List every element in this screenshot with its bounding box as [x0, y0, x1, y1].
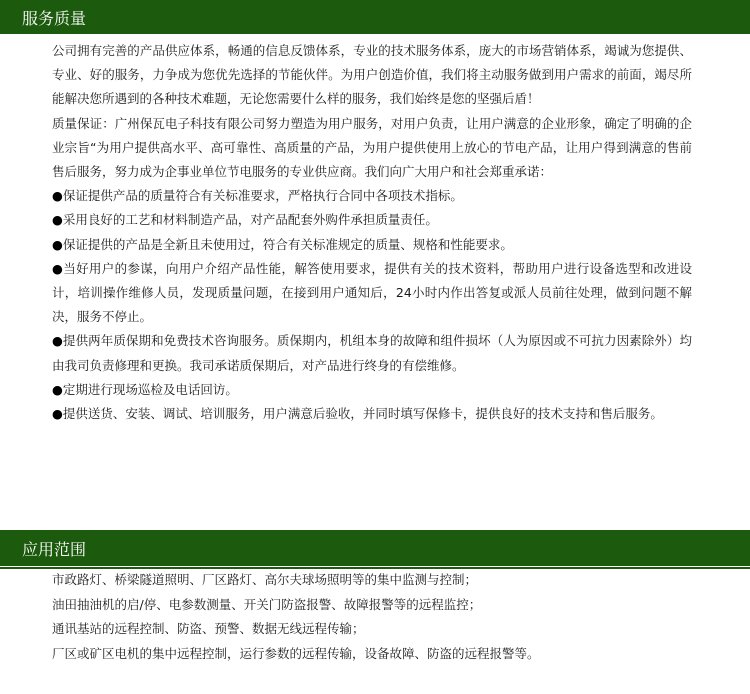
list-item-text: 定期进行现场巡检及电话回访。: [62, 381, 238, 397]
bullet-icon: ●: [52, 188, 63, 204]
list-item-text: 采用良好的工艺和材料制造产品，对产品配套外购件承担质量责任。: [62, 212, 438, 228]
application-line: 市政路灯、桥梁隧道照明、厂区路灯、高尔夫球场照明等的集中监测与控制；: [52, 572, 478, 587]
quality-guarantee-paragraph: 质量保证：广州保瓦电子科技有限公司努力塑造为用户服务，对用户负责，让用户满意的企业形象，确定了明确的企业宗旨“为用户提供高水平、高可靠性、高质量的产品，为用户提供使用上放心的节电产品，让用户得到满意的售前售后服务，努力成为企事业单位节电服务的专业供应商。我们向广大用户和社会郑重承诺：: [52, 115, 692, 180]
list-item: [52, 329, 692, 377]
list-item-text: 当好用户的参谋，向用户介绍产品性能，解答使用要求，提供有关的技术资料，帮助用户进行设备选型和改进设计，培训操作维修人员，发现质量问题，在接到用户通知后，24小时内作出答复或派人员前往处理，做到问题不解决，服务不停止。: [52, 260, 692, 325]
application-line: 厂区或矿区电机的集中远程控制，运行参数的远程传输，设备故障、防盗的远程报警等。: [52, 645, 540, 661]
section-title: 应用范围: [22, 539, 87, 559]
bullet-icon: ●: [52, 236, 63, 252]
application-line: 油田抽油机的启/停、电参数测量、开关门防盗报警、故障报警等的远程监控；: [52, 596, 482, 612]
section-title: 服务质量: [22, 8, 87, 28]
intro-paragraph: 公司拥有完善的产品供应体系，畅通的信息反馈体系，专业的技术服务体系，庞大的市场营销体系，竭诚为您提供、专业、好的服务，力争成为您优先选择的节能伙伴。为用户创造价值，我们将主动服务做到用户需求的前面，竭尽所能解决您所遇到的各种技术难题，无论您需要什么样的服务，我们始终是您的坚强后盾！: [52, 43, 692, 107]
list-item-text: 保证提供产品的质量符合有关标准要求，严格执行合同中各项技术指标。: [62, 188, 463, 204]
application-line: 通讯基站的远程控制、防盗、预警、数据无线远程传输；: [52, 621, 365, 636]
list-item-text: 提供两年质保期和免费技术咨询服务。质保期内，机组本身的故障和组件损坏（人为原因或不可抗力因素除外）均由我司负责修理和更换。我司承诺质保期后，对产品进行终身的有偿维修。: [52, 333, 692, 373]
section-header-service-quality: [0, 0, 750, 34]
bullet-icon: ●: [52, 406, 63, 422]
bullet-icon: ●: [52, 381, 63, 397]
bullet-icon: ●: [52, 212, 63, 228]
bullet-icon: ●: [52, 260, 64, 276]
bullet-icon: ●: [52, 333, 63, 349]
list-item: [52, 208, 692, 232]
list-item: [52, 184, 692, 208]
list-item: [52, 233, 692, 257]
list-item-text: 提供送货、安装、调试、培训服务，用户满意后验收，并同时填写保修卡，提供良好的技术支持和售后服务。: [62, 406, 663, 422]
list-item-text: 保证提供的产品是全新且未使用过，符合有关标准规定的质量、规格和性能要求。: [62, 236, 513, 252]
list-item: [52, 257, 692, 330]
section-header-application-scope: [0, 530, 750, 566]
application-scope-body: [52, 568, 692, 666]
service-quality-body: [52, 39, 692, 426]
list-item: [52, 378, 692, 402]
commitment-list: [52, 184, 692, 426]
list-item: [52, 402, 692, 426]
